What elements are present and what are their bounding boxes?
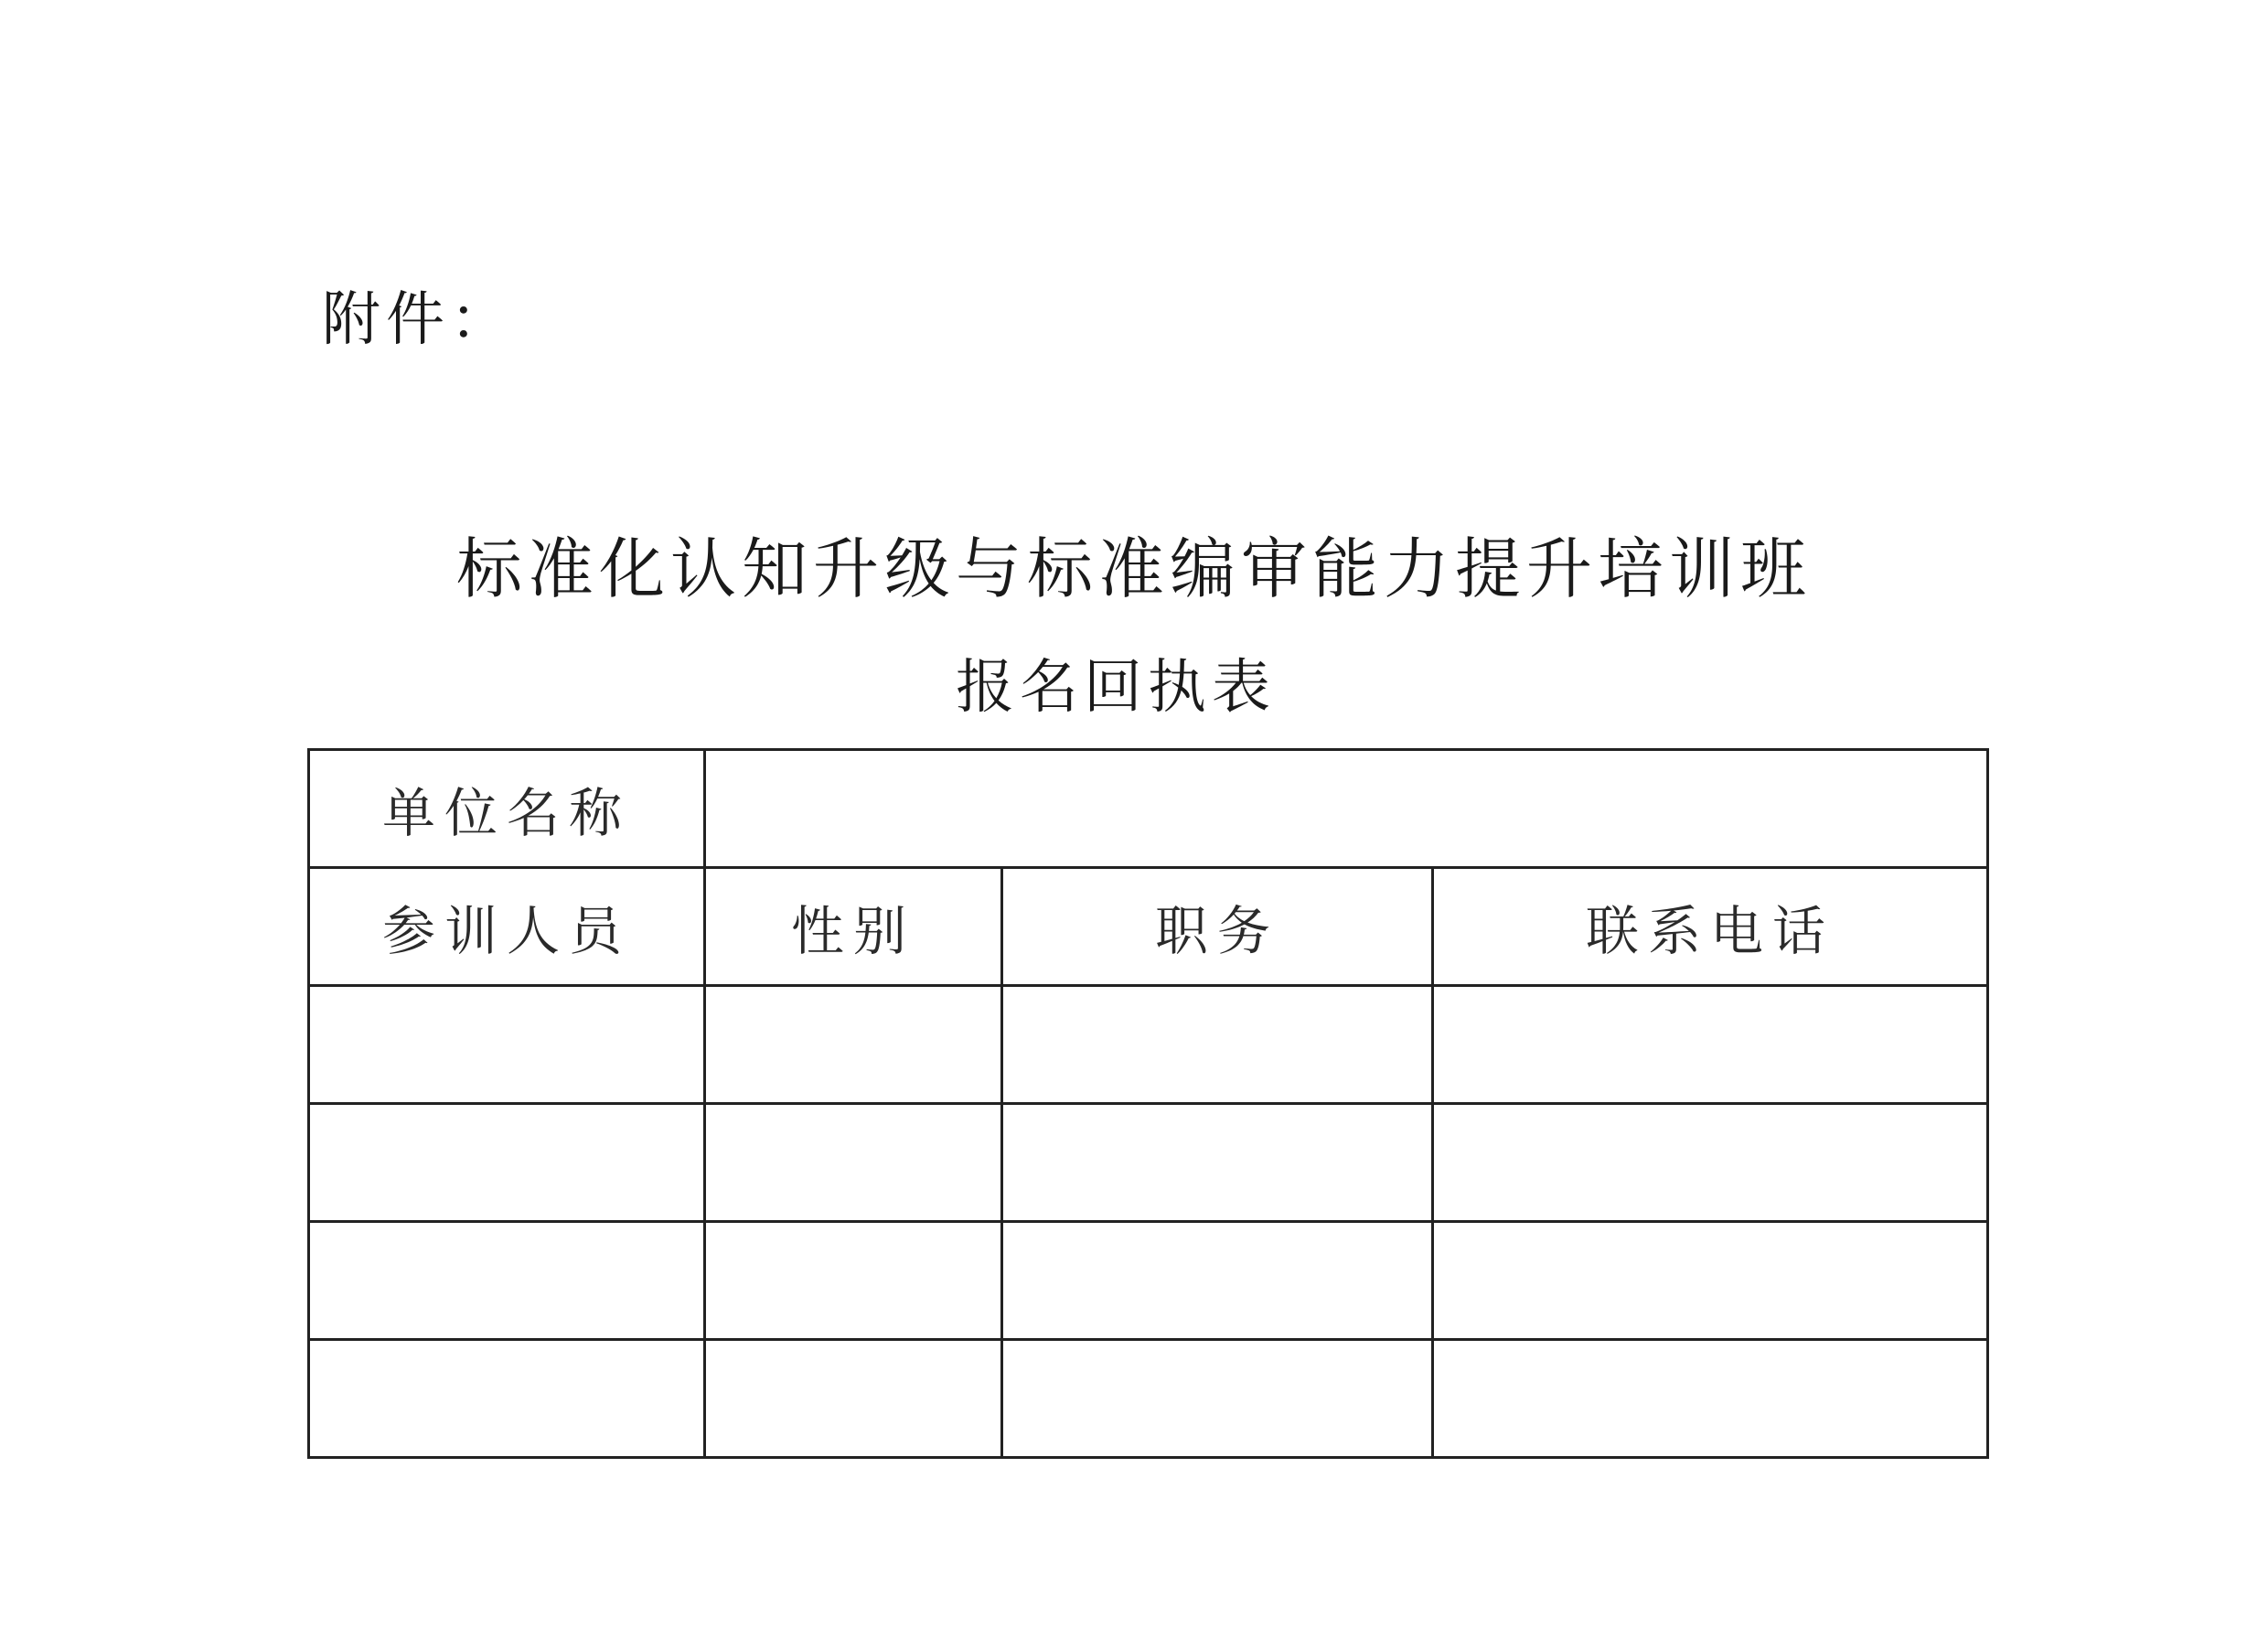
trainee-cell[interactable]	[309, 1340, 705, 1458]
column-header-trainee: 参训人员	[309, 868, 705, 986]
phone-cell[interactable]	[1433, 1104, 1988, 1222]
trainee-cell[interactable]	[309, 986, 705, 1104]
position-cell[interactable]	[1002, 1104, 1433, 1222]
trainee-cell[interactable]	[309, 1222, 705, 1340]
document-subtitle: 报名回执表	[956, 654, 1276, 722]
gender-cell[interactable]	[705, 1340, 1002, 1458]
table-row	[309, 1104, 1988, 1222]
unit-name-label: 单位名称	[309, 750, 705, 868]
position-cell[interactable]	[1002, 986, 1433, 1104]
unit-name-row	[309, 750, 1988, 868]
registration-form-table	[307, 748, 1989, 1459]
gender-cell[interactable]	[705, 986, 1002, 1104]
column-header-phone: 联系电话	[1433, 868, 1988, 986]
unit-name-field[interactable]	[705, 750, 1988, 868]
attachment-label: 附件：	[322, 286, 514, 354]
position-cell[interactable]	[1002, 1222, 1433, 1340]
phone-cell[interactable]	[1433, 1222, 1988, 1340]
column-header-position: 职务	[1002, 868, 1433, 986]
gender-cell[interactable]	[705, 1222, 1002, 1340]
table-row	[309, 986, 1988, 1104]
phone-cell[interactable]	[1433, 1340, 1988, 1458]
phone-cell[interactable]	[1433, 986, 1988, 1104]
document-title: 标准化认知升级与标准编审能力提升培训班	[455, 530, 1812, 607]
position-cell[interactable]	[1002, 1340, 1433, 1458]
trainee-cell[interactable]	[309, 1104, 705, 1222]
gender-cell[interactable]	[705, 1104, 1002, 1222]
table-row	[309, 1222, 1988, 1340]
table-row	[309, 1340, 1988, 1458]
header-row	[309, 868, 1988, 986]
column-header-gender: 性别	[705, 868, 1002, 986]
